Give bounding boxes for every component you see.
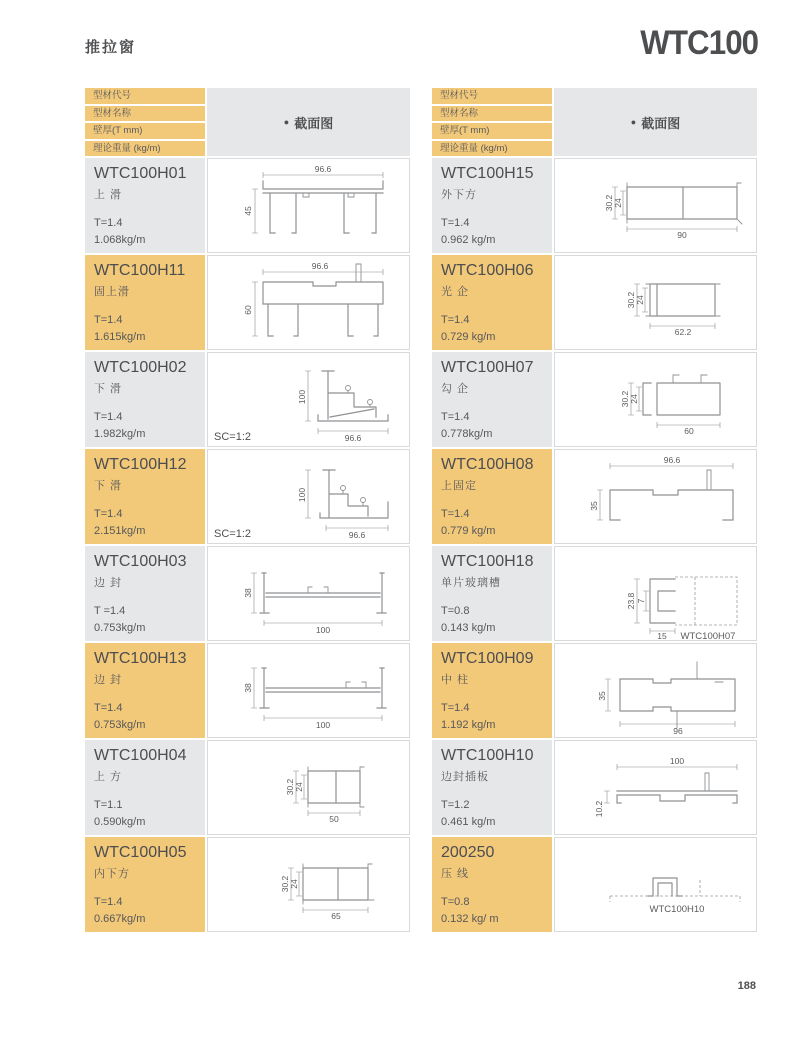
dim-height-label: 38 xyxy=(243,683,253,693)
profile-name: 边封插板 xyxy=(441,771,489,783)
dim-width-label: 96.6 xyxy=(348,530,366,540)
header-field-weight: 理论重量 (kg/m) xyxy=(85,141,205,157)
dim-inner-height-label: 24 xyxy=(635,295,645,305)
weight-value: 0.729 kg/m xyxy=(441,331,496,344)
dim-width-label: 96 xyxy=(673,726,683,736)
cross-section-diagram xyxy=(555,838,756,931)
profile-name: 固上滑 xyxy=(94,286,130,298)
header-field-code: 型材代号 xyxy=(432,88,552,104)
profile-code: WTC100H01 xyxy=(94,165,187,182)
dim-height-label: 10.2 xyxy=(594,800,604,818)
dim-height-label: 60 xyxy=(243,305,253,315)
dim-inner-height-label: 24 xyxy=(294,782,304,792)
dim-width-label: 100 xyxy=(315,625,331,635)
dim-height-label: 30.2 xyxy=(604,194,614,212)
cross-section-diagram xyxy=(208,741,409,834)
dim-height-label: 30.2 xyxy=(280,875,290,893)
dim-height-label: 30.2 xyxy=(620,390,630,408)
profile-code: WTC100H09 xyxy=(441,650,534,667)
thickness-value: T=0.8 xyxy=(441,605,470,617)
scale-note: SC=1:2 xyxy=(214,528,251,540)
profile-row xyxy=(432,352,757,447)
profile-row xyxy=(85,643,410,738)
weight-value: 0.667kg/m xyxy=(94,913,146,926)
weight-value: 1.615kg/m xyxy=(94,331,146,344)
weight-value: 0.132 kg/ m xyxy=(441,913,499,926)
profile-name: 边 封 xyxy=(94,577,123,589)
profile-name: 边 封 xyxy=(94,674,123,686)
profile-code: WTC100H13 xyxy=(94,650,187,667)
weight-value: 0.779 kg/m xyxy=(441,525,496,538)
profile-row xyxy=(432,158,757,253)
dim-height-label: 35 xyxy=(597,691,607,701)
table-header xyxy=(432,88,757,156)
section-diagram-label: 截面图 xyxy=(641,115,681,131)
profile-row xyxy=(85,740,410,835)
profile-code: WTC100H07 xyxy=(441,359,534,376)
profile-name: 压 线 xyxy=(441,868,470,880)
weight-value: 0.753kg/m xyxy=(94,719,146,732)
profile-code: WTC100H04 xyxy=(94,747,187,764)
dim-height-label: 38 xyxy=(243,588,253,598)
thickness-value: T=1.4 xyxy=(94,508,123,520)
weight-value: 0.778kg/m xyxy=(441,428,493,441)
profile-table-right xyxy=(432,88,757,934)
profile-name: 外下方 xyxy=(441,189,477,201)
cross-section-diagram xyxy=(208,256,409,349)
profile-code: WTC100H11 xyxy=(94,262,186,279)
profile-row xyxy=(85,352,410,447)
cross-section-diagram xyxy=(208,838,409,931)
profile-name: 下 滑 xyxy=(94,383,123,395)
profile-row xyxy=(432,643,757,738)
dim-inner-height-label: 24 xyxy=(629,394,639,404)
dim-height-label: 35 xyxy=(589,501,599,511)
profile-row xyxy=(85,546,410,641)
section-diagram-header xyxy=(554,88,757,156)
profile-row xyxy=(432,837,757,932)
header-field-thickness: 壁厚(T mm) xyxy=(85,123,205,139)
dim-height-label: 23.8 xyxy=(626,592,636,610)
dim-height-label: 30.2 xyxy=(285,778,295,796)
dim-width-label: 100 xyxy=(315,720,331,730)
scale-note: SC=1:2 xyxy=(214,431,251,443)
cross-section-diagram xyxy=(555,353,756,446)
weight-value: 0.962 kg/m xyxy=(441,234,496,247)
profile-name: 勾 企 xyxy=(441,383,470,395)
profile-name: 单片玻璃槽 xyxy=(441,577,501,589)
dim-width-label: 15 xyxy=(657,631,667,640)
dim-height-label: 100 xyxy=(297,487,307,503)
header-field-name: 型材名称 xyxy=(85,106,205,122)
header-field-thickness: 壁厚(T mm) xyxy=(432,123,552,139)
weight-value: 0.143 kg/m xyxy=(441,622,496,635)
weight-value: 0.753kg/m xyxy=(94,622,146,635)
profile-name: 光 企 xyxy=(441,286,470,298)
cross-section-diagram xyxy=(208,547,409,640)
thickness-value: T=1.4 xyxy=(441,508,470,520)
bullet-icon: ● xyxy=(283,116,290,127)
dim-height-label: 30.2 xyxy=(626,291,636,309)
thickness-value: T=1.4 xyxy=(94,411,123,423)
profile-name: 上固定 xyxy=(441,480,477,492)
thickness-value: T=1.4 xyxy=(441,217,470,229)
bullet-icon: ● xyxy=(630,116,637,127)
profile-name: 内下方 xyxy=(94,868,130,880)
weight-value: 2.151kg/m xyxy=(94,525,146,538)
profile-code: WTC100H18 xyxy=(441,553,534,570)
thickness-value: T=1.4 xyxy=(441,314,470,326)
profile-code: WTC100H08 xyxy=(441,456,534,473)
dim-height-label: 100 xyxy=(297,389,307,405)
header-field-weight: 理论重量 (kg/m) xyxy=(432,141,552,157)
profile-name: 下 滑 xyxy=(94,480,123,492)
dim-width-label: 100 xyxy=(669,756,685,766)
cross-section-diagram xyxy=(555,547,756,640)
section-diagram-header xyxy=(207,88,410,156)
table-header xyxy=(85,88,410,156)
series-code-title: WTC100 xyxy=(640,24,758,62)
profile-row xyxy=(432,449,757,544)
profile-code: WTC100H05 xyxy=(94,844,187,861)
dim-inner-height-label: 24 xyxy=(613,198,623,208)
dim-width-label: 96.6 xyxy=(663,455,681,465)
profile-code: WTC100H02 xyxy=(94,359,187,376)
dim-inner-height-label: 24 xyxy=(289,879,299,889)
page-number: 188 xyxy=(737,980,756,992)
profile-row xyxy=(432,740,757,835)
cross-section-diagram xyxy=(208,644,409,737)
weight-value: 0.461 kg/m xyxy=(441,816,496,829)
thickness-value: T=1.4 xyxy=(94,217,123,229)
profile-row xyxy=(85,158,410,253)
header-field-name: 型材名称 xyxy=(432,106,552,122)
profile-code: WTC100H12 xyxy=(94,456,187,473)
cross-section-diagram xyxy=(555,450,756,543)
profile-row xyxy=(432,546,757,641)
thickness-value: T =1.4 xyxy=(94,605,126,617)
profile-row xyxy=(85,837,410,932)
cross-section-diagram xyxy=(555,159,756,252)
dim-width-label: 50 xyxy=(329,814,339,824)
dim-width-label: 96.6 xyxy=(344,433,362,443)
ref-profile-label: WTC100H10 xyxy=(649,904,705,915)
profile-code: WTC100H10 xyxy=(441,747,534,764)
cross-section-diagram xyxy=(208,159,409,252)
dim-width-label: 90 xyxy=(677,230,687,240)
weight-value: 1.068kg/m xyxy=(94,234,146,247)
profile-name: 上 方 xyxy=(94,771,123,783)
page-title: 推拉窗 xyxy=(85,39,137,56)
weight-value: 1.192 kg/m xyxy=(441,719,496,732)
cross-section-diagram xyxy=(555,741,756,834)
cross-section-diagram xyxy=(555,256,756,349)
thickness-value: T=1.4 xyxy=(441,411,470,423)
profile-code: WTC100H03 xyxy=(94,553,187,570)
weight-value: 0.590kg/m xyxy=(94,816,146,829)
thickness-value: T=1.1 xyxy=(94,799,123,811)
dim-height-label: 45 xyxy=(243,206,253,216)
thickness-value: T=1.4 xyxy=(94,314,123,326)
profile-row xyxy=(85,255,410,350)
profile-name: 中 柱 xyxy=(441,674,470,686)
dim-width-label: 65 xyxy=(331,911,341,921)
profile-row xyxy=(432,255,757,350)
profile-code: WTC100H15 xyxy=(441,165,534,182)
thickness-value: T=1.4 xyxy=(441,702,470,714)
thickness-value: T=1.4 xyxy=(94,896,123,908)
profile-name: 上 滑 xyxy=(94,189,123,201)
profile-code: 200250 xyxy=(441,844,495,861)
dim-width-label: 62.2 xyxy=(674,327,692,337)
dim-width-label: 96.6 xyxy=(314,164,332,174)
thickness-value: T=1.2 xyxy=(441,799,470,811)
profile-row xyxy=(85,449,410,544)
dim-width-label: 96.6 xyxy=(311,261,329,271)
dim-width-label: 60 xyxy=(684,426,694,436)
thickness-value: T=0.8 xyxy=(441,896,470,908)
thickness-value: T=1.4 xyxy=(94,702,123,714)
ref-profile-label: WTC100H07 xyxy=(680,631,736,640)
profile-code: WTC100H06 xyxy=(441,262,534,279)
header-field-code: 型材代号 xyxy=(85,88,205,104)
dim-inner-height-label: 7 xyxy=(636,598,646,604)
section-diagram-label: 截面图 xyxy=(294,115,334,131)
weight-value: 1.982kg/m xyxy=(94,428,146,441)
profile-table-left xyxy=(85,88,410,934)
cross-section-diagram xyxy=(555,644,756,737)
